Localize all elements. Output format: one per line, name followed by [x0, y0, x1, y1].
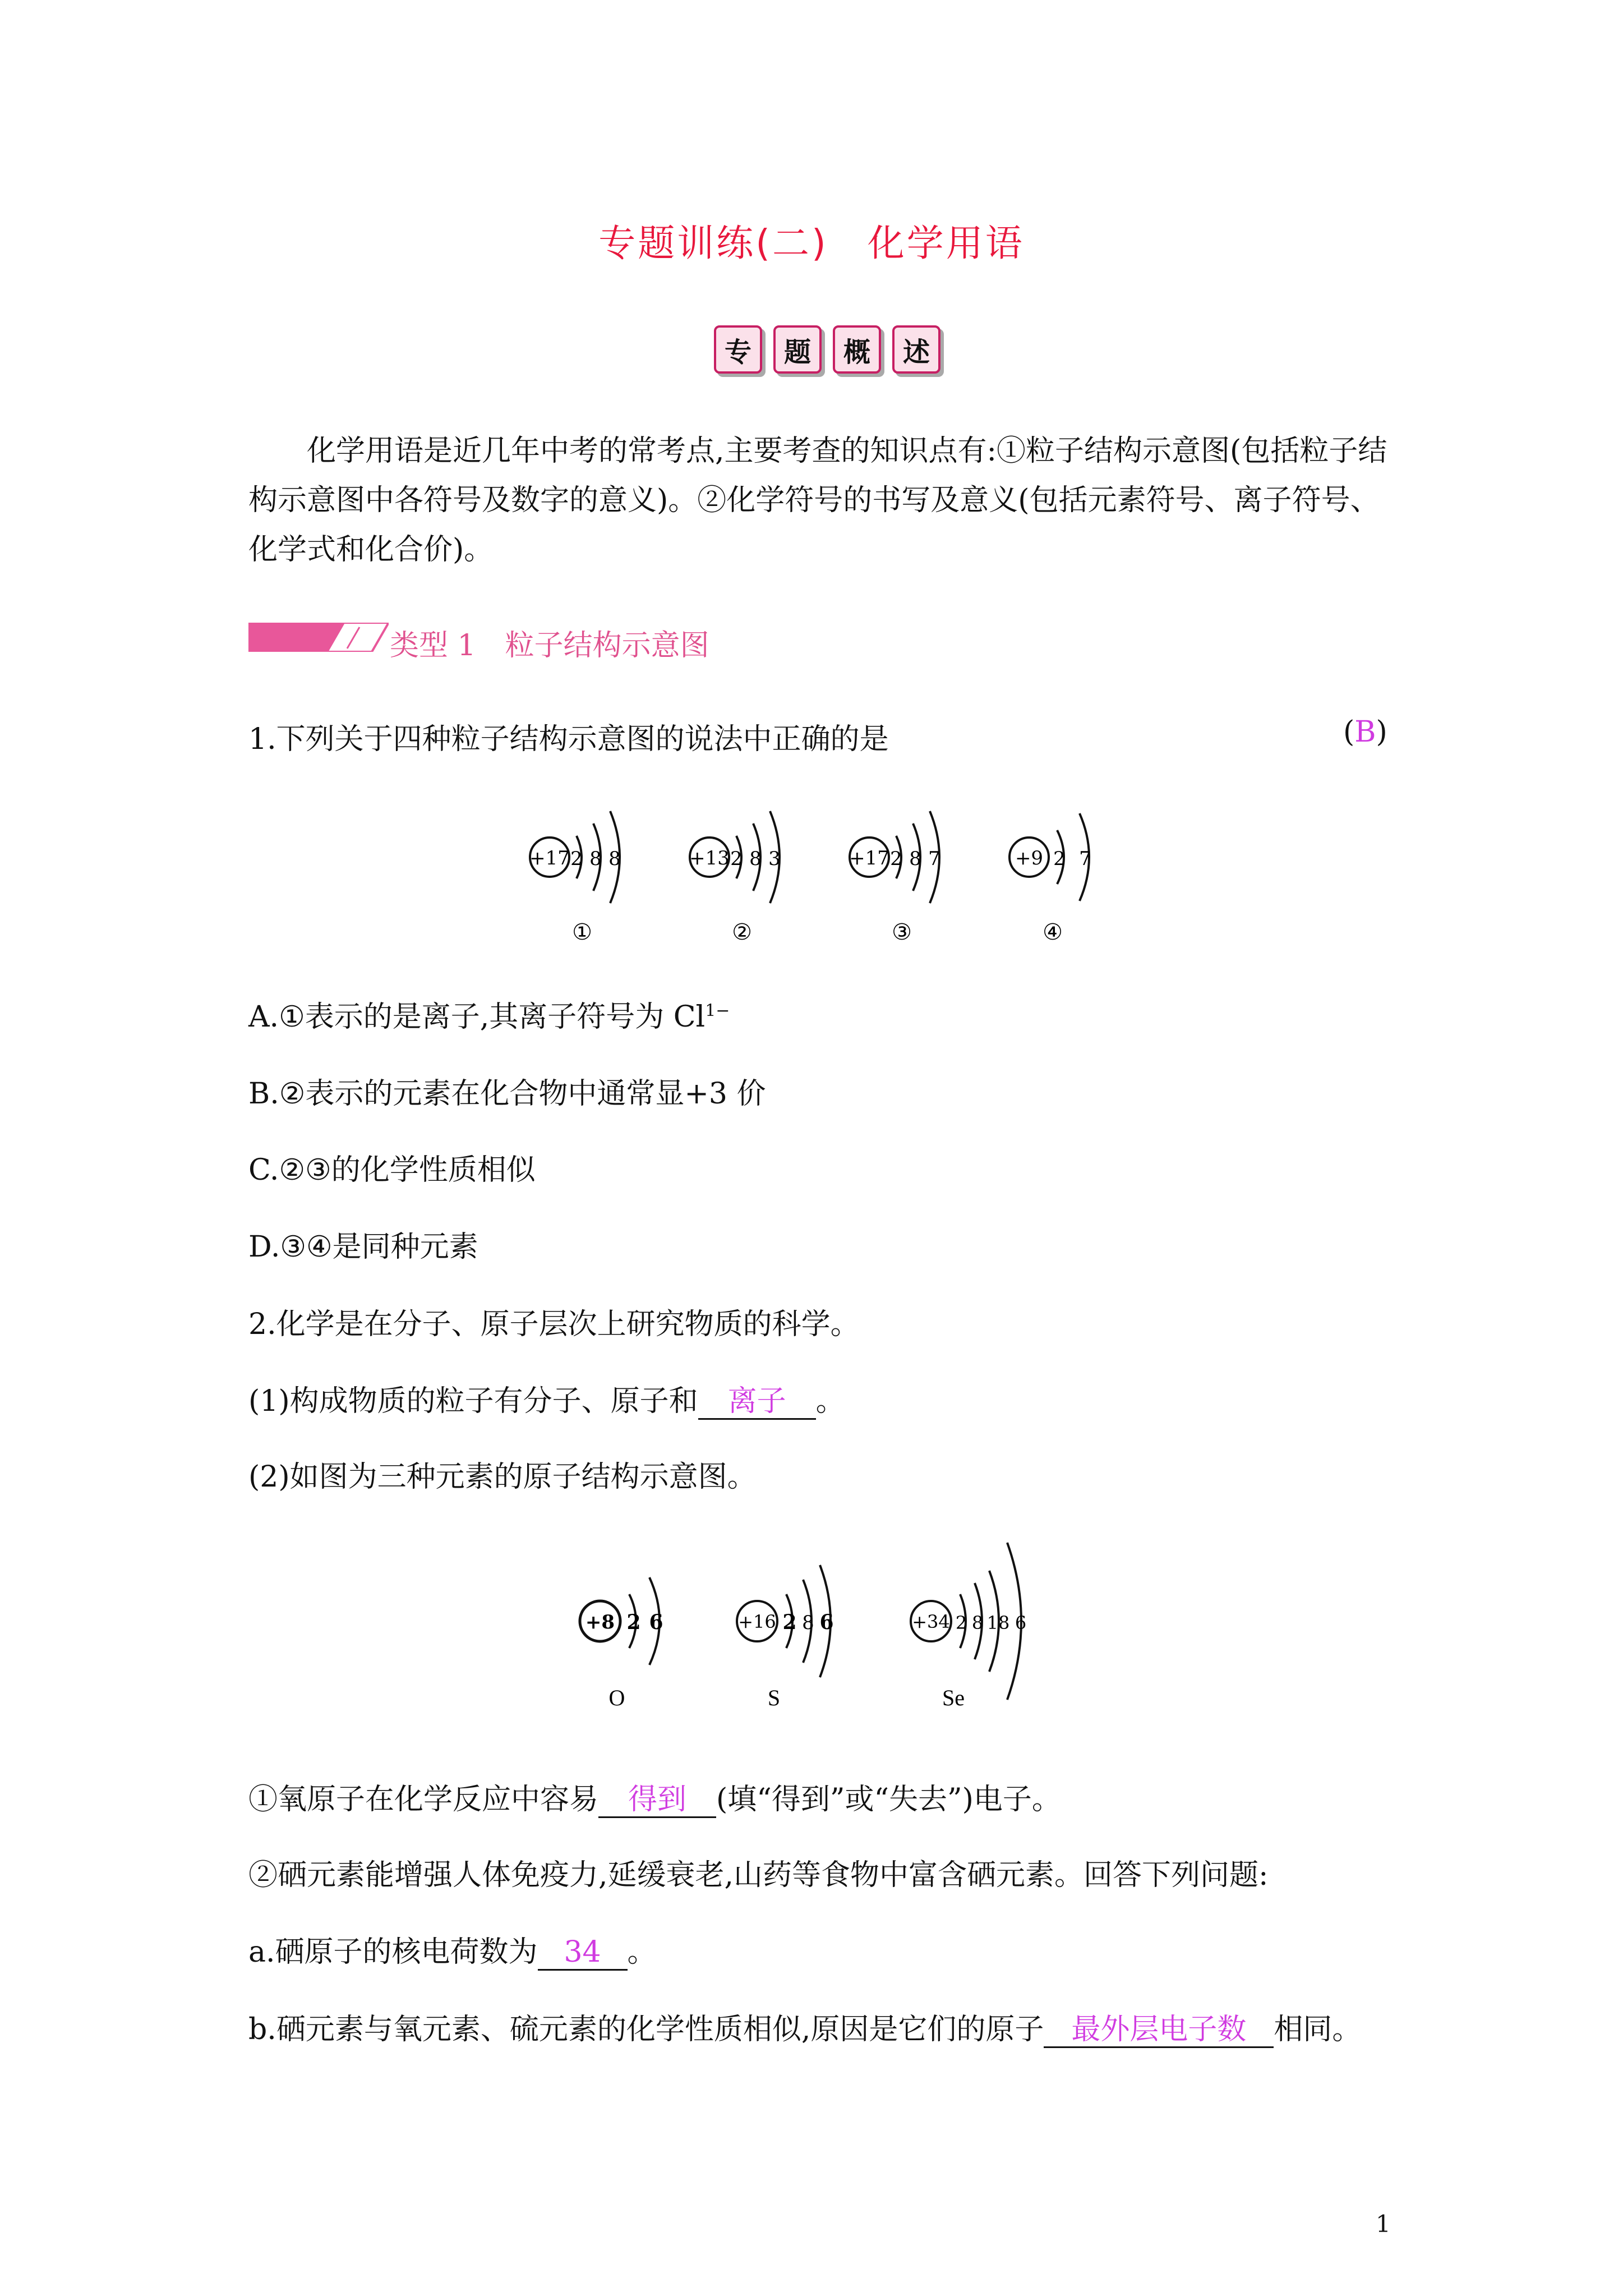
shell-1: 2	[955, 1612, 967, 1634]
shell-4: 6	[1015, 1612, 1027, 1634]
page-title: 专题训练(二) 化学用语	[598, 222, 1025, 265]
shell-2: 7	[1079, 848, 1091, 870]
option-b: B.②表示的元素在化合物中通常显+3 价	[248, 1077, 766, 1111]
nucleus-charge: +13	[689, 847, 730, 869]
q2-item-a-prefix: a.硒原子的核电荷数为	[248, 1935, 538, 1969]
badge-shu: 述	[892, 325, 940, 374]
shell-1: 2	[626, 1611, 641, 1634]
element-label: Se	[942, 1685, 965, 1710]
shell-2: 6	[649, 1611, 663, 1634]
question-2-stem: 2.化学是在分子、原子层次上研究物质的科学。	[248, 1308, 860, 1341]
shell-3: 7	[928, 848, 940, 870]
paren-close: )	[1376, 715, 1387, 749]
shell-3: 18	[986, 1612, 1010, 1634]
shell-2: 8	[589, 848, 602, 870]
nucleus-charge: +16	[738, 1611, 776, 1632]
q2-sub1-suffix: 。	[815, 1384, 845, 1418]
nucleus-charge: +17	[849, 847, 889, 869]
q2-item-b	[248, 2005, 1361, 2048]
option-d: D.③④是同种元素	[248, 1230, 478, 1264]
shell-1: 2	[730, 848, 743, 870]
shell-1: 2	[890, 848, 902, 870]
intro-text: 化学用语是近几年中考的常考点,主要考查的知识点有:①粒子结构示意图(包括粒子结构示意图中各符号及数字的意义)。②化学符号的书写及意义(包括元素符号、离子符号、化学式和化合价)。	[248, 434, 1387, 567]
option-a	[248, 993, 730, 1035]
q2-item-a-answer: 34	[538, 1935, 628, 1971]
element-label: S	[767, 1685, 781, 1710]
diagram-2	[689, 811, 781, 945]
nucleus-charge: +8	[585, 1611, 615, 1634]
option-a-text: A.①表示的是离子,其离子符号为 Cl	[248, 1000, 706, 1034]
shell-3: 6	[819, 1611, 834, 1634]
badge-ti: 题	[773, 325, 822, 374]
shell-2: 8	[909, 848, 921, 870]
q2-item-b-prefix: b.硒元素与氧元素、硫元素的化学性质相似,原因是它们的原子	[248, 2013, 1044, 2046]
option-a-sup: 1−	[705, 1001, 730, 1021]
q2-item-2: ②硒元素能增强人体免疫力,延缓衰老,山药等食物中富含硒元素。回答下列问题:	[248, 1858, 1269, 1892]
nucleus-charge: +9	[1015, 847, 1044, 869]
section-badges	[714, 325, 940, 374]
q2-item-b-suffix: 相同。	[1274, 2013, 1362, 2046]
page-number: 1	[1376, 2210, 1391, 2238]
question-1-answer: B	[1354, 715, 1376, 749]
shell-1: 2	[1053, 848, 1066, 870]
diagram-label: ③	[892, 919, 912, 945]
q2-item-b-answer: 最外层电子数	[1044, 2013, 1274, 2048]
intro-paragraph	[248, 426, 1393, 574]
q1-particle-diagrams	[522, 791, 1105, 954]
shell-2: 8	[971, 1612, 984, 1634]
badge-gai: 概	[833, 325, 881, 374]
diagram-sulfur	[737, 1565, 834, 1710]
q2-atom-diagrams	[566, 1531, 1071, 1717]
shell-1: 2	[570, 848, 583, 870]
option-c: C.②③的化学性质相似	[248, 1153, 536, 1187]
q2-item-a	[248, 1928, 657, 1971]
q2-sub1-answer: 离子	[698, 1384, 816, 1420]
shell-1: 2	[782, 1611, 797, 1634]
nucleus-charge: +17	[529, 847, 570, 869]
question-1-text: 1.下列关于四种粒子结构示意图的说法中正确的是	[248, 723, 889, 756]
question-2-sub2: (2)如图为三种元素的原子结构示意图。	[248, 1460, 757, 1494]
nucleus-charge: +34	[912, 1611, 950, 1632]
diagram-1	[529, 811, 621, 945]
q2-item-1-suffix: (填“得到”或“失去”)电子。	[716, 1783, 1061, 1816]
badge-zhuan: 专	[714, 325, 762, 374]
diagram-label: ②	[732, 919, 752, 945]
shell-3: 8	[608, 848, 621, 870]
diagram-label: ④	[1043, 919, 1063, 945]
diagram-3	[849, 811, 940, 945]
type-label-bar	[248, 623, 389, 652]
q2-item-1-prefix: ①氧原子在化学反应中容易	[248, 1783, 599, 1816]
shell-3: 3	[768, 848, 781, 870]
diagram-selenium	[911, 1543, 1026, 1710]
shell-2: 8	[749, 848, 762, 870]
diagram-oxygen	[580, 1577, 663, 1710]
diagram-label: ①	[572, 919, 592, 945]
element-label: O	[608, 1685, 625, 1710]
q2-sub1-prefix: (1)构成物质的粒子有分子、原子和	[248, 1384, 698, 1418]
shell-2: 8	[802, 1612, 814, 1634]
diagram-4	[1009, 813, 1091, 945]
question-2-sub1	[248, 1377, 845, 1420]
q2-item-1	[248, 1775, 1061, 1818]
type-label: 类型 1 粒子结构示意图	[390, 629, 709, 662]
paren-open: (	[1343, 715, 1355, 749]
question-1-answer-bracket	[1343, 715, 1387, 749]
q2-item-a-suffix: 。	[627, 1935, 657, 1969]
q2-item-1-answer: 得到	[598, 1783, 716, 1818]
